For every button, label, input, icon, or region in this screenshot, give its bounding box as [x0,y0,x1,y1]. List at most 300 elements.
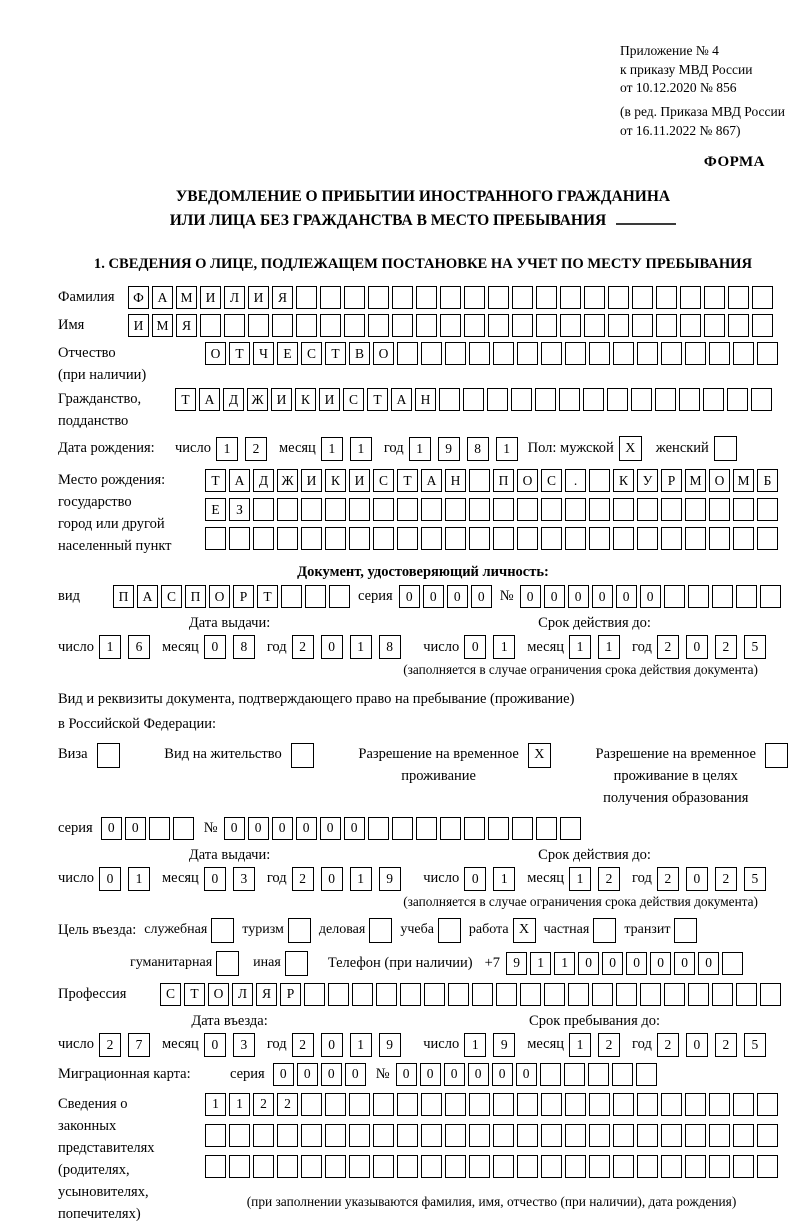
form-cell [368,817,389,840]
migration-number-cells [396,1063,657,1086]
form-cell: Е [277,342,298,365]
birthplace-row [58,469,788,557]
year-label: год [632,870,652,887]
form-cell [440,286,461,309]
form-cell: Р [233,585,254,608]
form-cell [301,527,322,550]
form-cell [685,1155,706,1178]
form-cell [565,342,586,365]
form-cell [612,1063,633,1086]
form-cell [445,498,466,521]
form-cell [488,314,509,337]
form-cell: Р [280,983,301,1006]
form-cell [349,1124,370,1147]
form-cell [253,1124,274,1147]
form-cell [328,983,349,1006]
form-cell: Т [397,469,418,492]
form-cell [656,286,677,309]
form-cell: И [248,286,269,309]
form-cell [765,743,788,768]
form-title-line1: УВЕДОМЛЕНИЕ О ПРИБЫТИИ ИНОСТРАННОГО ГРАЖДАНИНА [175,188,671,206]
form-cell: 7 [128,1033,150,1057]
form-cell: 0 [224,817,245,840]
form-cell: 0 [99,867,121,891]
form-cell [368,286,389,309]
form-cell [445,1093,466,1116]
form-cell [305,585,326,608]
month-label: месяц [161,638,199,655]
form-cell: 0 [204,635,226,659]
form-cell [397,1093,418,1116]
purpose-other-checkbox [285,951,308,976]
form-cell [512,817,533,840]
form-cell: С [343,388,364,411]
entry-date-header: Дата въезда: [191,1012,268,1029]
form-cell [608,286,629,309]
form-cell: 2 [292,867,314,891]
form-cell [277,1124,298,1147]
form-cell: 1 [350,437,372,461]
patronymic-cells [205,342,778,365]
form-cell: Я [176,314,197,337]
form-cell [583,388,604,411]
doc-valid-day-cells [464,635,515,659]
birthplace-cells-row1 [205,469,778,492]
form-cell: 0 [273,1063,294,1086]
form-cell: А [391,388,412,411]
form-cell [656,314,677,337]
form-cell: 0 [296,817,317,840]
form-cell: М [685,469,706,492]
day-label: число [423,870,460,887]
form-cell [304,983,325,1006]
form-cell [565,1093,586,1116]
temp-residence-label: Разрешение на временное проживание [358,745,519,784]
form-cell: Я [272,286,293,309]
form-cell [637,527,658,550]
form-cell: К [295,388,316,411]
annex-line: (в ред. Приказа МВД России [620,103,785,119]
birthdate-label: Дата рождения: [58,440,155,457]
purpose-transit-checkbox [674,918,697,943]
form-cell: 2 [292,1033,314,1057]
form-cell: 1 [496,437,518,461]
form-cell [469,498,490,521]
form-cell [733,342,754,365]
stay-until-header: Срок пребывания до: [529,1012,661,1029]
form-cell [211,918,234,943]
annex-line: к приказу МВД России [620,61,753,77]
purpose-humanitarian-checkbox [216,951,239,976]
form-cell [281,585,302,608]
form-title [58,185,788,233]
phone-cells [506,952,743,975]
form-cell [541,1093,562,1116]
form-cell: 1 [493,635,515,659]
form-cell [637,1155,658,1178]
firstname-cells [128,314,773,337]
form-cell [637,1124,658,1147]
form-cell: Р [661,469,682,492]
purpose-business-checkbox [369,918,392,943]
form-cell: X [528,743,551,768]
form-cell: 1 [554,952,575,975]
temp-residence-checkbox [528,743,551,768]
form-cell: У [637,469,658,492]
form-cell [536,286,557,309]
form-cell: 3 [233,1033,255,1057]
form-cell [416,286,437,309]
firstname-row [58,314,788,337]
form-cell: 1 [99,635,121,659]
form-cell [149,817,170,840]
doc-validity-note: (заполняется в случае ограничения срока действия документа) [403,662,758,678]
form-cell: 0 [686,867,708,891]
form-cell [760,983,781,1006]
form-cell [439,388,460,411]
residence-issue-year-cells [292,867,401,891]
representatives-note: (при заполнении указываются фамилия, имя, отчество (при наличии), дата рождения) [246,1193,737,1209]
form-cell: Н [445,469,466,492]
form-cell [440,314,461,337]
form-cell: С [373,469,394,492]
form-cell [564,1063,585,1086]
identity-doc-row [58,585,788,608]
form-cell: И [349,469,370,492]
form-cell [216,951,239,976]
form-cell: 0 [321,635,343,659]
form-cell: 0 [344,817,365,840]
form-cell: О [209,585,230,608]
stay-day-cells [464,1033,515,1057]
form-cell [392,286,413,309]
form-cell [200,314,221,337]
form-cell [757,1093,778,1116]
number-label: № [203,819,218,836]
form-cell [445,1155,466,1178]
form-cell: 0 [698,952,719,975]
doc-issue-group [58,615,401,659]
form-cell: 0 [578,952,599,975]
form-cell: И [200,286,221,309]
form-cell [493,1124,514,1147]
form-cell: О [208,983,229,1006]
day-label: число [58,1036,94,1053]
form-cell [397,1155,418,1178]
form-cell [536,314,557,337]
form-cell [540,1063,561,1086]
form-cell [424,983,445,1006]
form-cell: 2 [598,1033,620,1057]
form-cell [637,498,658,521]
firstname-label: Имя [58,317,85,334]
form-cell: Ж [277,469,298,492]
form-cell [757,1124,778,1147]
form-cell [613,527,634,550]
representatives-cells-row3 [205,1155,778,1178]
form-cell: 5 [744,1033,766,1057]
form-cell [277,498,298,521]
form-cell [493,1155,514,1178]
form-cell: А [137,585,158,608]
form-cell: 2 [715,1033,737,1057]
form-cell [493,342,514,365]
annex-line: от 10.12.2020 № 856 [620,80,737,96]
form-cell: Т [325,342,346,365]
annex-reference [620,42,788,140]
form-cell: 0 [297,1063,318,1086]
doc-issue-header: Дата выдачи: [188,615,271,632]
form-cell [469,1093,490,1116]
form-cell [589,1155,610,1178]
form-cell [664,585,685,608]
form-cell [589,1093,610,1116]
form-cell [661,342,682,365]
temp-residence-education-label: Разрешение на временное проживание в целях получения образования [595,745,756,806]
form-cell [588,1063,609,1086]
form-cell [541,342,562,365]
form-cell [464,286,485,309]
form-cell: Ч [253,342,274,365]
form-cell [757,498,778,521]
residence-valid-year-cells [657,867,766,891]
form-cell [709,498,730,521]
form-cell [541,1155,562,1178]
form-cell: 1 [493,867,515,891]
form-cell: 1 [205,1093,226,1116]
form-cell [368,314,389,337]
form-cell [369,918,392,943]
form-cell [733,1124,754,1147]
form-cell: 0 [520,585,541,608]
form-cell: Я [256,983,277,1006]
form-cell [469,1124,490,1147]
form-cell [421,498,442,521]
form-cell [607,388,628,411]
form-cell: Д [223,388,244,411]
form-cell [685,1093,706,1116]
form-cell: 3 [233,867,255,891]
form-cell: 1 [216,437,238,461]
birthplace-cells-row2 [205,498,778,521]
form-cell [440,817,461,840]
stay-year-cells [657,1033,766,1057]
form-cell [277,527,298,550]
form-cell [397,1124,418,1147]
form-cell: 2 [277,1093,298,1116]
form-cell: А [152,286,173,309]
form-cell [416,817,437,840]
representatives-cells-row1 [205,1093,778,1116]
form-cell [421,342,442,365]
doc-series-label: серия [358,588,393,605]
form-cell [714,436,737,461]
citizenship-row [58,388,788,432]
form-cell: О [205,342,226,365]
form-cell: А [199,388,220,411]
form-cell: 0 [468,1063,489,1086]
form-cell: Т [175,388,196,411]
form-cell [733,527,754,550]
form-cell [349,1155,370,1178]
form-cell [685,498,706,521]
residence-doc-intro1: Вид и реквизиты документа, подтверждающего право на пребывание (проживание) [58,691,575,708]
residence-permit-label: Вид на жительство [164,745,282,762]
birth-day-cells [216,437,267,461]
form-cell: 0 [420,1063,441,1086]
month-label: месяц [161,1036,199,1053]
form-cell [560,286,581,309]
form-cell [688,983,709,1006]
representatives-row [58,1093,788,1225]
form-cell: 6 [128,635,150,659]
form-cell [296,286,317,309]
form-cell [685,1124,706,1147]
form-cell [637,342,658,365]
birthplace-cells-row3 [205,527,778,550]
form-cell: Ф [128,286,149,309]
phone-label: Телефон (при наличии) [327,954,473,971]
form-cell [637,1093,658,1116]
forma-label: ФОРМА [703,154,765,171]
form-cell [613,1124,634,1147]
form-cell: Т [229,342,250,365]
form-cell: Н [415,388,436,411]
form-cell: С [161,585,182,608]
year-label: год [266,638,287,655]
form-cell [285,951,308,976]
form-cell [733,498,754,521]
form-cell: О [373,342,394,365]
form-cell: 2 [245,437,267,461]
form-cell [344,286,365,309]
form-cell [469,527,490,550]
form-cell [493,1093,514,1116]
form-cell [616,983,637,1006]
residence-issue-header: Дата выдачи: [188,846,271,863]
form-cell [325,1124,346,1147]
birthplace-label: Место рождения: государство город или другой населенный пункт [58,472,172,555]
form-cell: С [541,469,562,492]
purpose-label: Цель въезда: [58,921,137,938]
day-label: число [58,870,94,887]
residence-valid-group [401,847,788,891]
form-cell: 1 [229,1093,250,1116]
form-cell [703,388,724,411]
form-cell: О [517,469,538,492]
form-cell: И [301,469,322,492]
form-cell [712,983,733,1006]
form-cell [752,314,773,337]
form-cell: 1 [350,867,372,891]
form-cell: 0 [204,867,226,891]
residence-valid-header: Срок действия до: [538,846,651,863]
form-cell [97,743,120,768]
sex-female-checkbox [714,436,737,461]
form-cell: 0 [471,585,492,608]
form-cell [661,1093,682,1116]
form-cell: 0 [616,585,637,608]
stay-until-group [401,1013,788,1057]
form-cell: Т [367,388,388,411]
form-cell: 0 [204,1033,226,1057]
form-cell [397,342,418,365]
form-cell [661,1155,682,1178]
profession-cells [160,983,781,1006]
doc-issue-day-cells [99,635,150,659]
blank-underline [616,210,676,225]
form-cell [373,1093,394,1116]
form-cell [421,1155,442,1178]
form-cell [445,342,466,365]
entry-month-cells [204,1033,255,1057]
form-cell [520,983,541,1006]
form-cell [416,314,437,337]
form-cell [493,498,514,521]
patronymic-row [58,342,788,386]
form-cell: 0 [321,1063,342,1086]
form-cell: 8 [379,635,401,659]
form-cell [632,314,653,337]
form-cell [421,527,442,550]
form-cell [421,1093,442,1116]
form-cell: 1 [350,635,372,659]
residence-issue-month-cells [204,867,255,891]
form-cell [349,1093,370,1116]
form-cell [272,314,293,337]
residence-series-cells [101,817,194,840]
day-label: число [175,440,211,457]
form-cell [329,585,350,608]
purpose-study-checkbox [438,918,461,943]
form-cell [704,286,725,309]
doc-valid-month-cells [569,635,620,659]
form-cell: 8 [233,635,255,659]
temp-residence-education-checkbox [765,743,788,768]
form-cell [709,527,730,550]
form-cell: 0 [674,952,695,975]
form-cell [517,1124,538,1147]
form-cell [589,498,610,521]
day-label: число [423,1036,460,1053]
purpose-other: иная [253,951,308,976]
form-cell [325,1093,346,1116]
form-cell [224,314,245,337]
stay-month-cells [569,1033,620,1057]
form-cell [373,1155,394,1178]
form-cell: 0 [464,867,486,891]
form-cell [291,743,314,768]
form-cell [565,1155,586,1178]
citizenship-cells [175,388,772,411]
doc-type-cells [113,585,350,608]
form-cell [320,314,341,337]
form-cell: 0 [447,585,468,608]
form-cell [277,1155,298,1178]
purpose-row2 [130,951,788,976]
form-cell [636,1063,657,1086]
form-cell [589,527,610,550]
form-cell [496,983,517,1006]
temp-residence-option [358,743,550,787]
form-cell [438,918,461,943]
purpose-tourism-checkbox [288,918,311,943]
form-cell: 0 [396,1063,417,1086]
form-cell [463,388,484,411]
form-cell [296,314,317,337]
doc-number-label: № [499,588,514,605]
form-cell [757,1155,778,1178]
